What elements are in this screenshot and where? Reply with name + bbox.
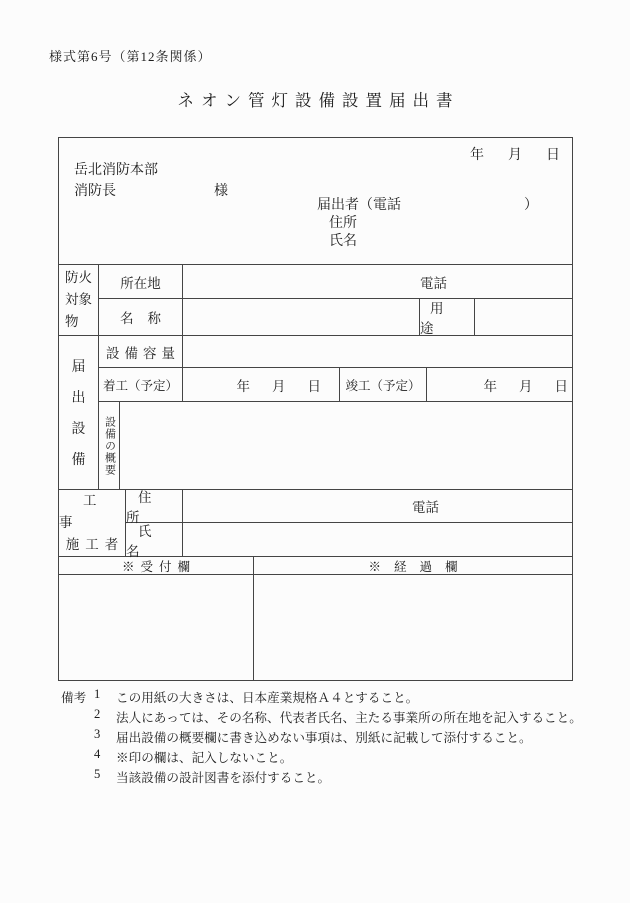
form-number: 様式第6号（第12条関係） [49, 49, 212, 64]
equipment-summary-label: 設備の概要 [99, 402, 120, 490]
equipment-char: 設 [71, 422, 86, 437]
object-name-label: 名称 [99, 299, 183, 336]
date-year-label: 年 [470, 148, 484, 163]
reception-box [59, 575, 254, 681]
note-number: 1 [94, 687, 101, 701]
start-date-value-cell [183, 368, 340, 402]
notifier-phone-label: 届出者（電話 [317, 198, 401, 213]
contractor-line: 工事 [59, 493, 121, 530]
start-year-label: 年 [236, 378, 250, 394]
fire-object-group-label [59, 265, 99, 336]
contractor-name-value-cell [183, 523, 573, 557]
header-box [59, 138, 573, 265]
capacity-value-cell [183, 336, 573, 368]
note-number: 2 [94, 707, 101, 721]
object-name-value-cell [183, 299, 420, 336]
note-text: この用紙の大きさは、日本産業規格Ａ４とすること。 [116, 691, 419, 705]
date-month-label: 月 [508, 148, 522, 163]
note-text: ※印の欄は、記入しないこと。 [116, 751, 293, 765]
start-month-label: 月 [272, 378, 286, 394]
start-date-label: 着工（予定） [99, 368, 183, 402]
contractor-address-value-cell [183, 490, 573, 523]
note-number: 5 [94, 767, 101, 781]
submission-date [470, 144, 560, 164]
start-day-label: 日 [307, 378, 321, 394]
notes-label: 備考 [61, 691, 87, 705]
note-number: 4 [94, 747, 101, 761]
completion-day-label: 日 [554, 378, 568, 394]
notifier-phone-close: ） [524, 198, 538, 213]
equipment-char: 備 [71, 453, 86, 468]
note-number: 3 [94, 727, 101, 741]
completion-year-label: 年 [483, 378, 497, 394]
completion-month-label: 月 [519, 378, 533, 394]
equipment-char: 出 [71, 391, 86, 406]
contractor-address-label: 住所 [126, 490, 183, 523]
contractor-phone-label: 電話 [412, 500, 439, 515]
fire-object-line: 防火 [65, 270, 92, 285]
form-table [58, 137, 573, 681]
contractor-group-label [59, 490, 126, 557]
note-text: 法人にあっては、その名称、代表者氏名、主たる事業所の所在地を記入すること。 [116, 711, 582, 725]
fire-chief-label: 消防長 [74, 184, 116, 199]
capacity-label: 設備容量 [99, 336, 183, 368]
note-text: 当該設備の設計図書を添付すること。 [116, 771, 331, 785]
date-day-label: 日 [546, 148, 560, 163]
fire-object-line: 対象 [65, 292, 92, 307]
contractor-name-label: 氏名 [126, 523, 183, 557]
location-label: 所在地 [99, 265, 183, 299]
notifier-address-label: 住所 [329, 216, 357, 231]
notifier-name-label: 氏名 [329, 234, 357, 249]
reception-column-header: ※受付欄 [59, 557, 254, 575]
progress-box [254, 575, 573, 681]
completion-date-label: 竣工（予定） [340, 368, 427, 402]
completion-date-value-cell [427, 368, 573, 402]
equipment-char: 届 [71, 360, 86, 375]
fire-object-line: 物 [65, 314, 79, 329]
contractor-line: 施工者 [65, 537, 125, 552]
location-value-cell [183, 265, 573, 299]
location-phone-label: 電話 [420, 275, 447, 291]
progress-column-header: ※経過欄 [254, 557, 573, 575]
honorific-label: 様 [214, 184, 228, 199]
use-value-cell [475, 299, 573, 336]
use-label: 用途 [420, 299, 475, 336]
equipment-summary-value-cell [120, 402, 573, 490]
document-title: ネオン管灯設備設置届出書 [177, 91, 460, 110]
equipment-group-label [59, 336, 99, 490]
fire-department-name: 岳北消防本部 [74, 163, 158, 178]
note-text: 届出設備の概要欄に書き込めない事項は、別紙に記載して添付すること。 [116, 731, 532, 745]
